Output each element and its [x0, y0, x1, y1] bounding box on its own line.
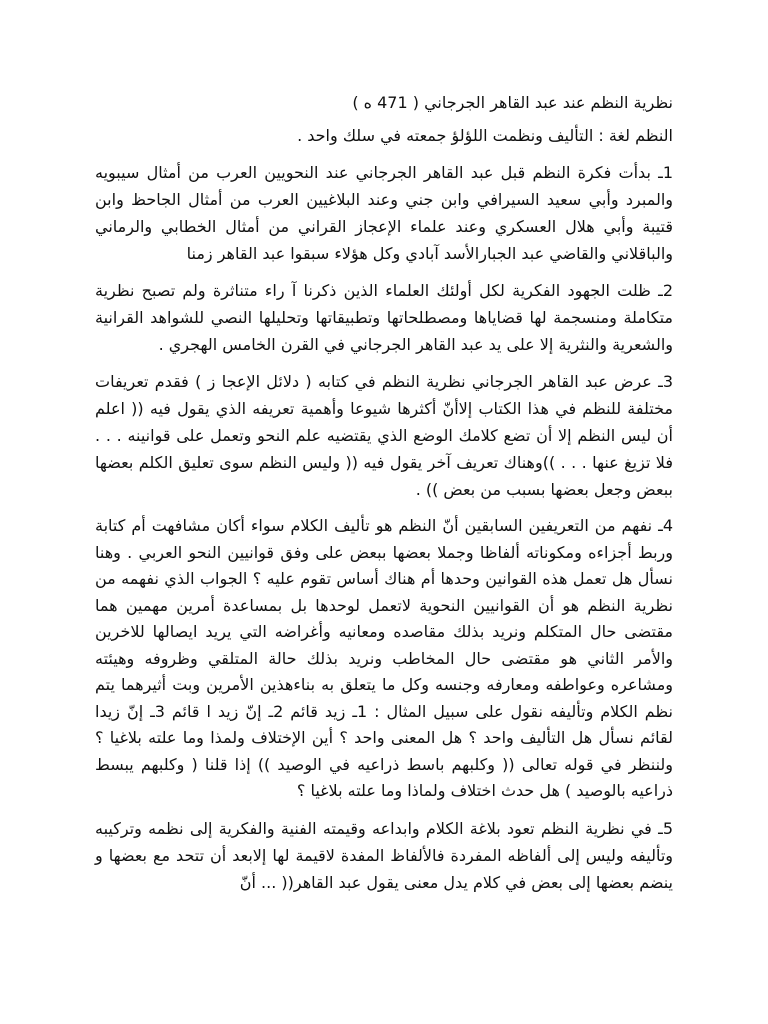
paragraph-2: 2ـ ظلت الجهود الفكرية لكل أولئك العلماء الذين ذكرنا آ راء متناثرة ولم تصبح نظرية متكاملة ومنسجمة لها قضاياها ومصطلحاتها وتطبيقاتها وتحليلها النصي للشواهد القرانية والشعرية والنثرية إلا على يد عبد القاهر الجرجاني في القرن الخامس الهجري . — [95, 281, 673, 354]
definition-paragraph: النظم لغة : التأليف ونظمت اللؤلؤ جمعته في سلك واحد . — [297, 126, 673, 145]
paragraph-5: 5ـ في نظرية النظم تعود بلاغة الكلام وابداعه وقيمته الفنية والفكرية إلى نظمه وتركيبه وتأليفه وليس إلى ألفاظه المفردة فالألفاظ المفدة لاقيمة لها إلابعد أن تتحد مع بعضها و ينضم بعضها إلى بعض في كلام يدل معنى يقول عبد القاهر(( ... أنّ — [95, 818, 673, 892]
paragraph-1: 1ـ بدأت فكرة النظم قبل عبد القاهر الجرجاني عند النحويين العرب من أمثال سيبويه والمبرد وأبي سعيد السيرافي وابن جني وعند البلاغيين العرب من أمثال الجاحظ وابن قتيبة وأبي هلال العسكري وعند علماء الإعجاز القراني من أمثال الخطابي والرماني والباقلاني والقاضي عبد الجبارالأسد آبادي وكل هؤلاء سبقوا عبد القاهر زمنا — [95, 163, 673, 263]
document-page — [95, 88, 673, 906]
document-title: نظرية النظم عند عبد القاهر الجرجاني ( 471 ه ) — [352, 93, 673, 112]
paragraph-4: 4ـ نفهم من التعريفين السابقين أنّ النظم هو تأليف الكلام سواء أكان مشافهت أم كتابة وربط أجزاءه ومكوناته ألفاظا وجملا بعضها ببعض على وفق قوانيين النحو العربي . وهنا نسأل هل تعمل هذه القوانين وحدها أم هناك أساس تقوم عليه ؟ الجواب الذي نفهمه من نظرية النظم هو أن القوانيين النحوية لاتعمل لوحدها بل بمساعدة أمرين مهمين هما مقتضى حال المتكلم ونريد بذلك مقاصده ومعانيه وأغراضه التي يريد ايصالها للاخرين والأمر الثاني هو مقتضى حال المخاطب ونريد بذلك حالة المتلقي وظروفه وهيئته ومشاعره وعواطفه ومعارفه وجنسه وكل ما يتعلق به بناءهذين الأمرين وبت أثيرهما يتم نظم الكلام وتأليفه نقول على سبيل المثال : 1ـ زيد قائم 2ـ إنّ زيد ا قائم 3ـ إنّ زيدا لقائم نسأل هل التأليف واحد ؟ هل المعنى واحد ؟ أين الإختلاف ولمذا وما علته بلاغيا ؟ ولننظر في قوله تعالى (( وكلبهم باسط ذراعيه في الوصيد )) إذا قلنا ( وكلبهم يبسط ذراعيه بالوصيد ) هل حدث اختلاف ولماذا وما علته بلاغيا ؟ — [95, 516, 673, 800]
paragraph-3: 3ـ عرض عبد القاهر الجرجاني نظرية النظم في كتابه ( دلائل الإعجا ز ) فقدم تعريفات مختلفة للنظم في هذا الكتاب إلاأنّ أكثرها شيوعا وأهمية تعريفه الذي يقول فيه (( اعلم أن ليس النظم إلا أن تضع كلامك الوضع الذي يقتضيه علم النحو وتعمل على قوانينه . . . فلا تزيغ عنها . . . ))وهناك تعريف آخر يقول فيه (( وليس النظم سوى تعليق الكلم بعضها ببعض وجعل بعضها بسبب من بعض )) . — [95, 372, 673, 499]
